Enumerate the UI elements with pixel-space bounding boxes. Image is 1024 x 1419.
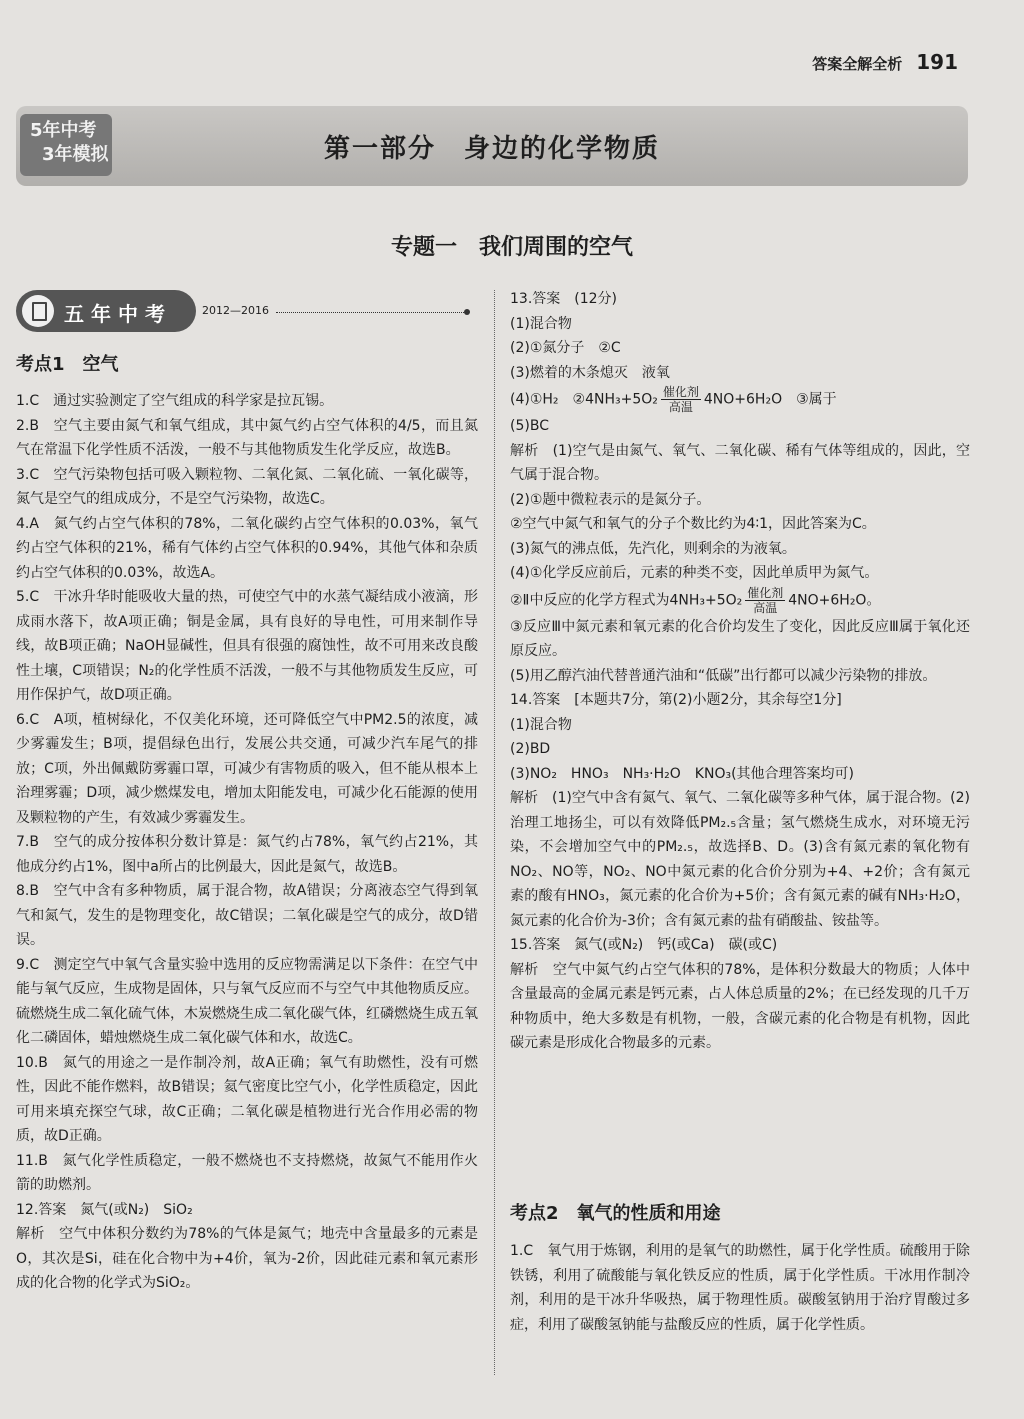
logo-line-1: 5年中考: [30, 120, 97, 141]
temperature-label: 高温: [668, 400, 693, 414]
document-icon: [22, 295, 54, 327]
answer-7: 7.B 空气的成分按体积分数计算是：氮气约占78%，氧气约占21%，其他成分约占1%，图中a所占的比例最大，因此是氮气，故选B。: [16, 834, 478, 875]
analysis-13-2: (2)①题中微粒表示的是氮分子。: [510, 491, 711, 508]
answer-5: 5.C 干冰升华时能吸收大量的热，可使空气中的水蒸气凝结成小液滴，形成雨水落下，故A项正确；铜是金属，具有良好的导电性，可用来制作导线，故B项正确；NaOH显碱性，但具有很强的腐蚀性，故不可用来改良酸性土壤，C项错误；N₂的化学性质不活泼，一般不与其他物质发生反应，可用作保护气，故D项正确。: [16, 589, 478, 703]
kp2-heading: 考点2 氧气的性质和用途: [510, 1203, 721, 1224]
analysis-15: 解析 空气中氮气约占空气体积的78%，是体积分数最大的物质；人体中含量最高的金属元素是钙元素，占人体总质量的2%；在已经发现的几千万种物质中，绝大多数是有机物，一般，含碳元素的化合物是有机物，因此碳元素是形成化合物最多的元素。: [510, 961, 970, 1051]
part-banner: [16, 106, 968, 186]
answer-10: 10.B 氮气的用途之一是作制冷剂，故A正确；氧气有助燃性，没有可燃性，因此不能作燃料，故B错误；氦气密度比空气小，化学性质稳定，因此可用来填充探空气球，故C正确；二氧化碳是植物进行光合作用必需的物质，故D正确。: [16, 1054, 478, 1144]
catalyst-label-2: 催化剂: [747, 585, 784, 600]
answer-13-5: (5)BC: [510, 418, 549, 434]
analysis-12: 解析 空气中体积分数约为78%的气体是氮气；地壳中含量最多的元素是O，其次是Si，硅在化合物中为+4价，氧为-2价，因此硅元素和氧元素形成的化合物的化学式为SiO₂。: [16, 1226, 478, 1291]
page-number: 191: [916, 50, 958, 74]
analysis-14: 解析 (1)空气中含有氮气、氧气、二氧化碳等多种气体，属于混合物。(2)治理工地扬尘，可以有效降低PM₂.₅含量；氢气燃烧生成水，对环境无污染，不会增加空气中的PM₂.₅，故选择B、D。(3)含有氮元素的氧化物有NO₂、NO等，NO₂、NO中氮元素的化合价分别为+4、+2价；含有氮元素的酸有HNO₃，氮元素的化合价为+5价；含有氮元素的碱有NH₃·H₂O，氮元素的化合价为-3价；含有氮元素的盐有硝酸盐、铵盐等。: [510, 790, 970, 929]
answer-13-2: (2)①氮分子 ②C: [510, 340, 621, 356]
analysis-13-7: ③反应Ⅲ中氮元素和氧元素的化合价均发生了变化，因此反应Ⅲ属于氧化还原反应。: [510, 618, 970, 659]
topic-title: 专题一 我们周围的空气: [390, 235, 633, 260]
answer-1: 1.C 通过实验测定了空气组成的科学家是拉瓦锡。: [16, 393, 334, 409]
kp2-content: [510, 1239, 970, 1337]
reaction-condition-2: [745, 586, 785, 615]
answer-14: 14.答案 [本题共7分，第(2)小题2分，其余每空1分]: [510, 692, 842, 708]
header-label: 答案全解全析: [812, 55, 903, 73]
catalyst-label: 催化剂: [662, 385, 699, 399]
section-years: 2012—2016: [202, 304, 269, 317]
answer-13-3: (3)燃着的木条熄灭 液氧: [510, 364, 670, 381]
answer-3: 3.C 空气污染物包括可吸入颗粒物、二氧化氮、二氧化硫、一氧化碳等，氮气是空气的组成成分，不是空气污染物，故选C。: [16, 466, 478, 507]
answer-2: 2.B 空气主要由氮气和氧气组成，其中氮气约占空气体积的4/5，而且氮气在常温下化学性质不活泼，一般不与其他物质发生化学反应，故选B。: [16, 417, 478, 458]
answer-6: 6.C A项，植树绿化，不仅美化环境，还可降低空气中PM2.5的浓度，减少雾霾发生；B项，提倡绿色出行，发展公共交通，可减少汽车尾气的排放；C项，外出佩戴防雾霾口罩，可减少有害物质的吸入，但不能从根本上治理雾霾；D项，减少燃煤发电，增加太阳能发电，可减少化石能源的使用及颗粒物的产生，有效减少雾霾发生。: [16, 711, 478, 826]
answer-9: 9.C 测定空气中氧气含量实验中选用的反应物需满足以下条件：在空气中能与氧气反应，生成物是固体，只与氧气反应而不与空气中其他物质反应。硫燃烧生成二氧化硫气体，木炭燃烧生成二氧化碳气体，红磷燃烧生成五氧化二磷固体，蜡烛燃烧生成二氧化碳气体和水，故选C。: [16, 956, 478, 1046]
right-column: [510, 287, 970, 1056]
equation-left: (4)①H₂ ②4NH₃+5O₂: [510, 391, 658, 408]
equation-left-2: ②Ⅱ中反应的化学方程式为4NH₃+5O₂: [510, 592, 743, 608]
answer-13: 13.答案 (12分): [510, 291, 618, 307]
reaction-condition: [661, 385, 701, 414]
column-divider: [494, 290, 495, 1375]
logo-line-2: 3年模拟: [42, 144, 109, 165]
answer-11: 11.B 氮气化学性质稳定，一般不燃烧也不支持燃烧，故氮气不能用作火箭的助燃剂。: [16, 1152, 478, 1193]
equation-right-2: 4NO+6H₂O。: [788, 592, 881, 608]
answer-8: 8.B 空气中含有多种物质，属于混合物，故A错误；分离液态空气得到氧气和氮气，发生的是物理变化，故C错误；二氧化碳是空气的成分，故D错误。: [16, 883, 478, 948]
page-header: [812, 50, 958, 74]
analysis-13-3: ②空气中氮气和氧气的分子个数比约为4∶1，因此答案为C。: [510, 516, 876, 532]
section-badge: [16, 290, 196, 332]
part-title: 第一部分 身边的化学物质: [323, 134, 660, 164]
answer-13-1: (1)混合物: [510, 315, 572, 332]
kp1-heading: 考点1 空气: [16, 354, 119, 375]
answer-4: 4.A 氮气约占空气体积的78%，二氧化碳约占空气体积的0.03%，氧气约占空气体积的21%，稀有气体约占空气体积的0.94%，其他气体和杂质约占空气体积的0.03%，故选A。: [16, 515, 478, 581]
section-rule: [276, 312, 466, 313]
left-column: [16, 389, 478, 1296]
answer-13-4: [510, 385, 970, 414]
analysis-13-5: (4)①化学反应前后，元素的种类不变，因此单质甲为氮气。: [510, 565, 879, 581]
answer-14-3: (3)NO₂ HNO₃ NH₃·H₂O KNO₃(其他合理答案均可): [510, 765, 854, 782]
analysis-13-8: (5)用乙醇汽油代替普通汽油和“低碳”出行都可以减少污染物的排放。: [510, 667, 937, 684]
answer-14-1: (1)混合物: [510, 716, 572, 733]
answer-15: 15.答案 氮气(或N₂) 钙(或Ca) 碳(或C): [510, 937, 778, 953]
analysis-13-6: [510, 586, 970, 615]
temperature-label-2: 高温: [753, 600, 778, 615]
answer-14-2: (2)BD: [510, 741, 551, 757]
analysis-13-4: (3)氮气的沸点低，先汽化，则剩余的为液氧。: [510, 540, 796, 557]
equation-right: 4NO+6H₂O ③属于: [703, 391, 837, 408]
kp2-answer-1: 1.C 氧气用于炼钢，利用的是氧气的助燃性，属于化学性质。硫酸用于除铁锈，利用了硫酸能与氧化铁反应的性质，属于化学性质。干冰用作制冷剂，利用的是干冰升华吸热，属于物理性质。碳酸氢钠用于治疗胃酸过多症，利用了碳酸氢钠能与盐酸反应的性质，属于化学性质。: [510, 1243, 970, 1333]
analysis-13-1: 解析 (1)空气是由氮气、氧气、二氧化碳、稀有气体等组成的，因此，空气属于混合物。: [510, 442, 970, 483]
section-badge-label: 五年中考: [64, 302, 172, 326]
answer-12: 12.答案 氮气(或N₂) SiO₂: [16, 1201, 193, 1218]
